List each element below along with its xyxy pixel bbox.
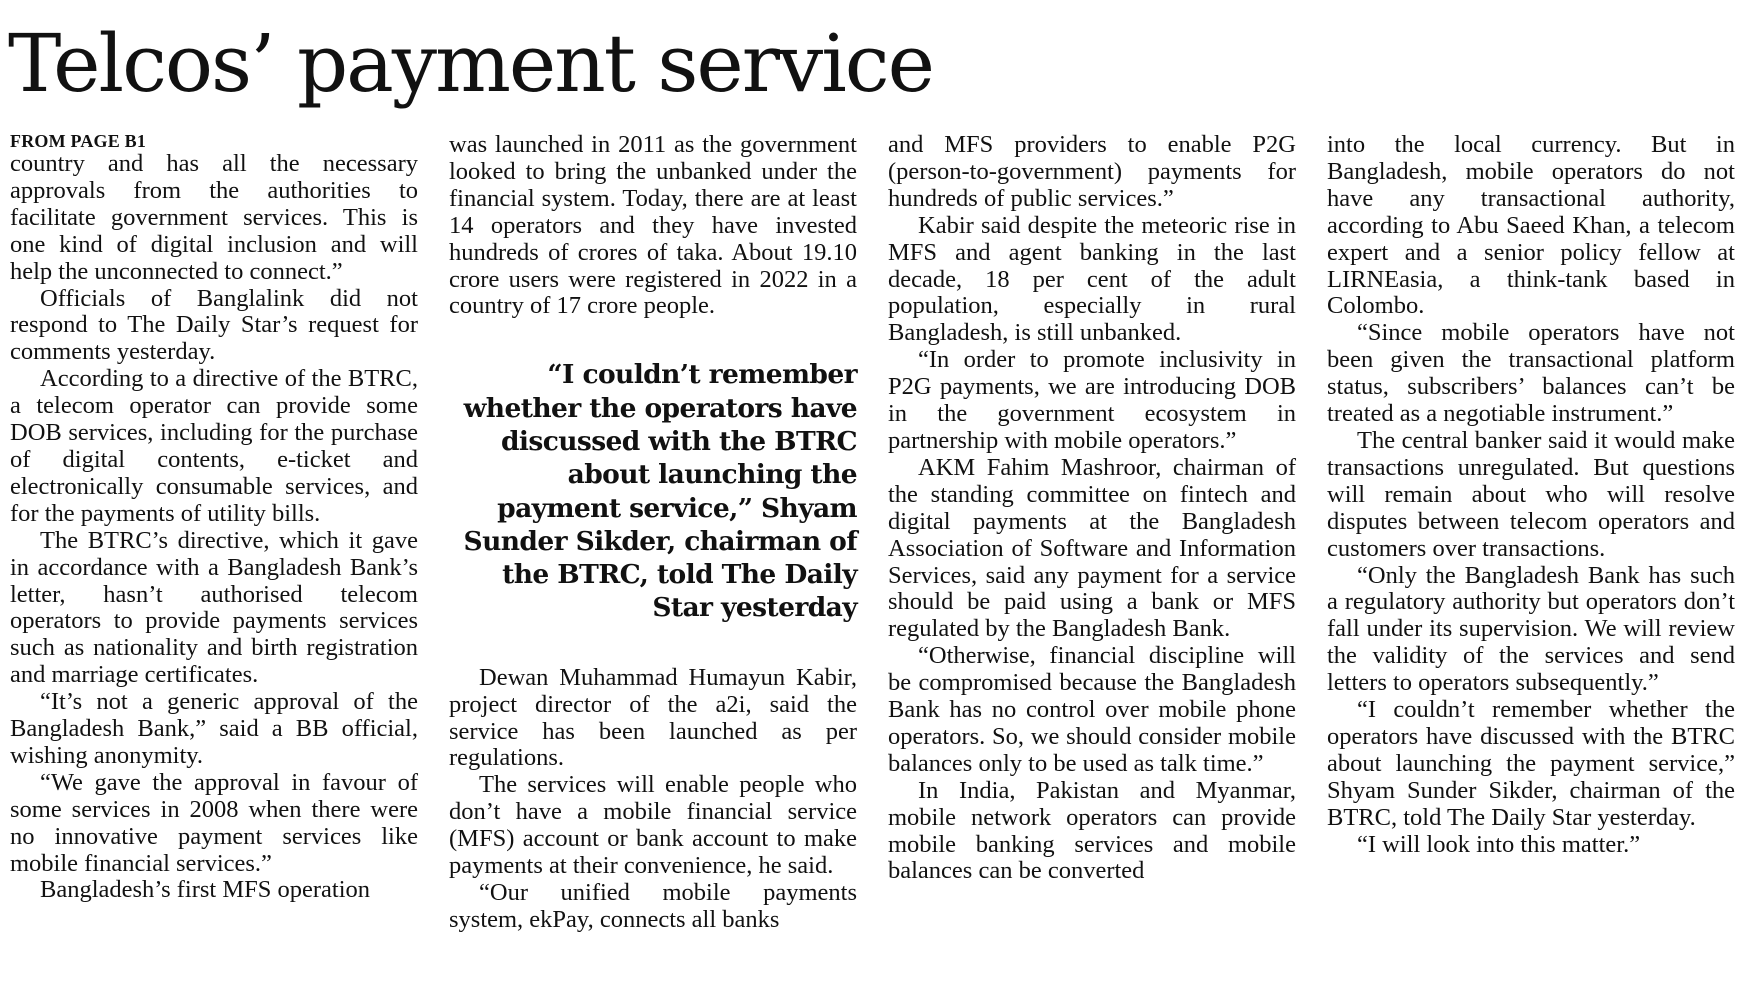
paragraph: country and has all the necessary approvals from the authorities to facilitate government services. This is one kind of digital inclusion and will help the unconnected to connect.”	[10, 150, 418, 285]
paragraph: “I couldn’t remember whether the operators have discussed with the BTRC about launching the payment service,” Shyam Sunder Sikder, chairman of the BTRC, told The Daily Star yesterday.	[1327, 696, 1735, 831]
paragraph: “We gave the approval in favour of some services in 2008 when there were no innovative payment services like mobile financial services.”	[10, 768, 418, 877]
paragraph: into the local currency. But in Bangladesh, mobile operators do not have any transactional authority, according to Abu Saeed Khan, a telecom expert and a senior policy fellow at LIRNEasia, a think-tank based in Colombo.	[1327, 131, 1735, 320]
paragraph: “Since mobile operators have not been given the transactional platform status, subscribers’ balances can’t be treated as a negotiable instrument.”	[1327, 319, 1735, 428]
paragraph: and MFS providers to enable P2G (person-to-government) payments for hundreds of public services.”	[888, 131, 1296, 212]
paragraph: The central banker said it would make transactions unregulated. But questions will remain about who will resolve disputes between telecom operators and customers over transactions.	[1327, 426, 1735, 562]
paragraph: “Only the Bangladesh Bank has such a regulatory authority but operators don’t fall under its supervision. We will review the validity of the services and send letters to operators subsequently.”	[1327, 561, 1735, 697]
paragraph: Officials of Banglalink did not respond to The Daily Star’s request for comments yesterday.	[10, 284, 418, 366]
article-column-4	[1327, 132, 1735, 858]
paragraph: “I will look into this matter.”	[1357, 830, 1641, 858]
continuation-kicker: FROM PAGE B1	[10, 131, 147, 151]
paragraph: Dewan Muhammad Humayun Kabir, project director of the a2i, said the service has been launched as per regulations.	[449, 663, 857, 772]
paragraph: According to a directive of the BTRC, a telecom operator can provide some DOB services, including for the purchase of digital contents, e-ticket and electronically consumable services, and for the payments of utility bills.	[10, 365, 418, 527]
paragraph: was launched in 2011 as the government looked to bring the unbanked under the financial system. Today, there are at least 14 operators and they have invested hundreds of crores of taka. About 19.10 crore users were registered in 2022 in a country of 17 crore people.	[449, 131, 857, 320]
paragraph: The services will enable people who don’t have a mobile financial service (MFS) account or bank account to make payments at their convenience, he said.	[449, 771, 857, 880]
paragraph: “Otherwise, financial discipline will be compromised because the Bangladesh Bank has no control over mobile phone operators. So, we should consider mobile balances only to be used as talk time.”	[888, 642, 1296, 777]
paragraph: “In order to promote inclusivity in P2G payments, we are introducing DOB in the government ecosystem in partnership with mobile operators.”	[888, 346, 1296, 454]
paragraph: Kabir said despite the meteoric rise in MFS and agent banking in the last decade, 18 per cent of the adult population, especially in rural Bangladesh, is still unbanked.	[888, 211, 1296, 347]
paragraph: AKM Fahim Mashroor, chairman of the standing committee on fintech and digital payments at the Bangladesh Association of Software and Information Services, said any payment for a service should be paid using a bank or MFS regulated by the Bangladesh Bank.	[888, 453, 1296, 643]
paragraph: In India, Pakistan and Myanmar, mobile network operators can provide mobile banking services and mobile balances can be converted	[888, 776, 1296, 885]
paragraph: Bangladesh’s first MFS operation	[40, 876, 371, 904]
article-column-1	[10, 132, 418, 904]
headline: Telcos’ payment service	[8, 17, 933, 110]
article-column-3	[888, 132, 1296, 885]
paragraph: “Our unified mobile payments system, ekPay, connects all banks	[449, 878, 857, 933]
article-column-2	[449, 132, 857, 934]
paragraph: The BTRC’s directive, which it gave in accordance with a Bangladesh Bank’s letter, hasn’t authorised telecom operators to provide payments services such as nationality and birth registration and marriage certificates.	[10, 526, 418, 689]
pull-quote: “I couldn’t remember whether the operators have discussed with the BTRC about launching the payment service,” Shyam Sunder Sikder, chairman of the BTRC, told The Daily Star yesterday	[463, 359, 857, 624]
paragraph: “It’s not a generic approval of the Bangladesh Bank,” said a BB official, wishing anonymity.	[10, 688, 418, 769]
